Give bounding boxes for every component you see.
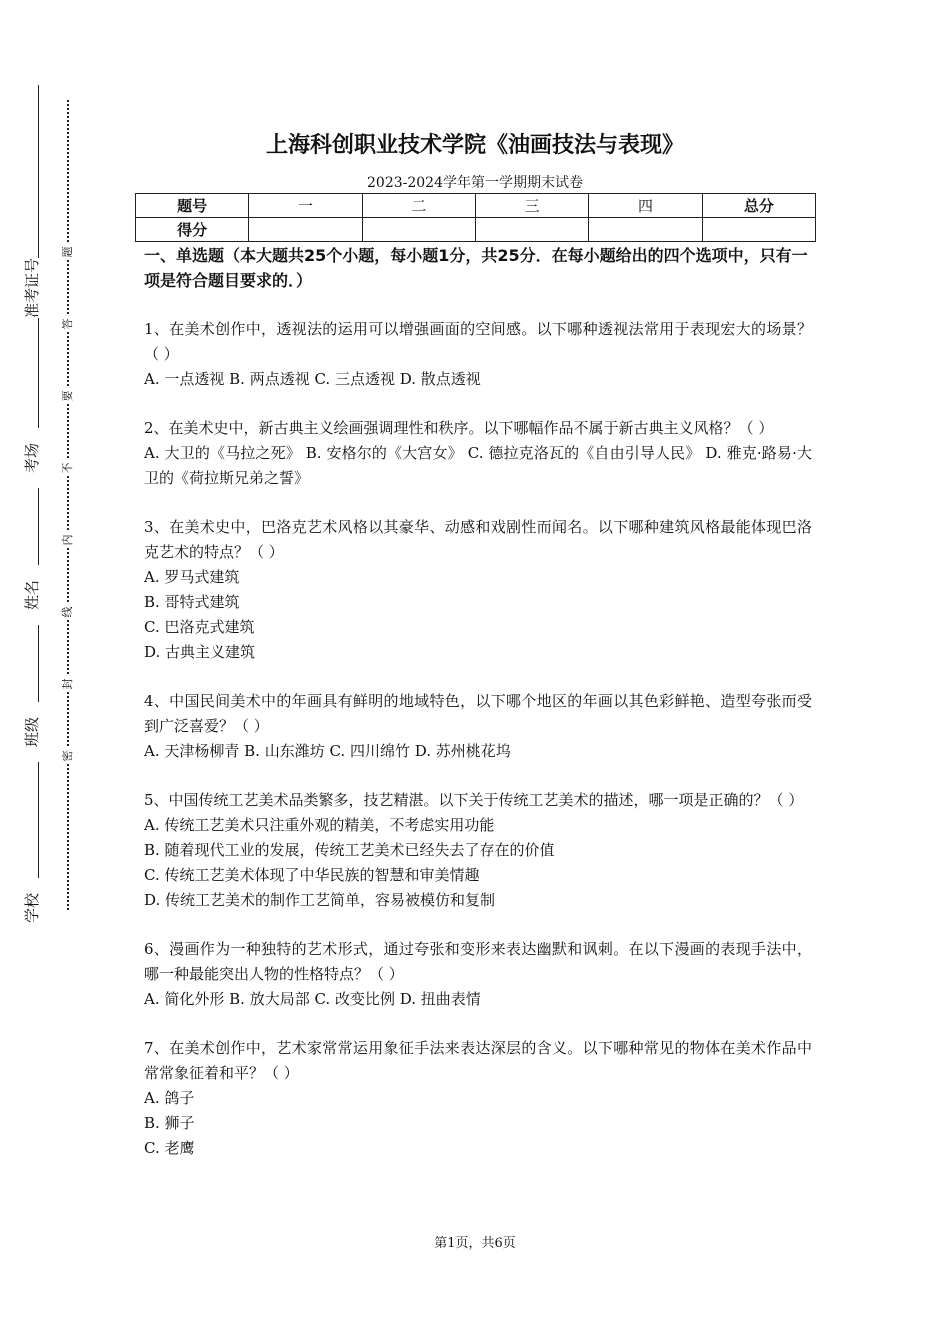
question-text: 6、漫画作为一种独特的艺术形式，通过夸张和变形来表达幽默和讽刺。在以下漫画的表现手法中，哪一种最能突出人物的性格特点？（ ） [144,940,812,983]
option-d: D. 传统工艺美术的制作工艺简单，容易被模仿和复制 [144,891,496,909]
question-5 [144,788,812,913]
score-input-cell[interactable] [589,218,702,242]
exam-room-label: 考场 [22,428,42,488]
table-cell: 得分 [136,218,249,242]
table-cell: 题号 [136,194,249,218]
question-options: A. 一点透视 B. 两点透视 C. 三点透视 D. 散点透视 [144,370,481,388]
question-options: A. 大卫的《马拉之死》 B. 安格尔的《大宫女》 C. 德拉克洛瓦的《自由引导人民》 D. 雅克·路易·大卫的《荷拉斯兄弟之誓》 [144,444,812,487]
option-a: A. 罗马式建筑 [144,568,240,586]
question-2 [144,416,812,491]
exam-subtitle: 2023-2024学年第一学期期末试卷 [367,175,583,191]
seal-dotted-line [67,100,69,910]
score-input-cell[interactable] [475,218,588,242]
exam-number-label: 准考证号 [23,257,41,318]
binding-line [38,85,39,920]
score-input-cell[interactable] [702,218,815,242]
class-label: 班级 [22,702,42,762]
score-input-cell[interactable] [249,218,362,242]
seal-char: 封 [61,676,75,692]
seal-char: 线 [61,604,75,620]
option-d: D. 古典主义建筑 [144,643,256,661]
table-cell: 三 [475,194,588,218]
question-text: 7、在美术创作中，艺术家常常运用象征手法来表达深层的含义。以下哪种常见的物体在美术作品中常常象征着和平？（ ） [144,1039,812,1082]
score-table-score-row [136,218,816,242]
score-table-header-row [136,194,816,218]
question-6 [144,937,812,1012]
option-b: B. 哥特式建筑 [144,593,240,611]
question-options: A. 简化外形 B. 放大局部 C. 改变比例 D. 扭曲表情 [144,990,481,1008]
table-cell: 一 [249,194,362,218]
question-7 [144,1036,812,1161]
table-cell: 二 [362,194,475,218]
exam-content [144,243,812,1161]
question-text: 1、在美术创作中，透视法的运用可以增强画面的空间感。以下哪种透视法常用于表现宏大的场景？（ ） [144,320,812,363]
seal-char: 答 [61,316,75,332]
question-1 [144,317,812,392]
option-c: C. 老鹰 [144,1139,195,1157]
score-table [135,193,816,242]
section-heading: 一、单选题（本大题共25个小题，每小题1分，共25分．在每小题给出的四个选项中，只有一项是符合题目要求的．） [144,246,808,290]
page-footer: 第1页，共6页 [434,1236,516,1251]
seal-char: 密 [61,748,75,764]
question-4 [144,689,812,764]
name-label: 姓名 [22,565,42,625]
question-text: 3、在美术史中，巴洛克艺术风格以其豪华、动感和戏剧性而闻名。以下哪种建筑风格最能体现巴洛克艺术的特点？（ ） [144,518,812,561]
table-cell: 总分 [702,194,815,218]
seal-char: 题 [61,244,75,260]
score-input-cell[interactable] [362,218,475,242]
seal-char: 要 [61,388,75,404]
question-text: 2、在美术史中，新古典主义绘画强调理性和秩序。以下哪幅作品不属于新古典主义风格？（ ） [144,419,774,437]
question-text: 5、中国传统工艺美术品类繁多，技艺精湛。以下关于传统工艺美术的描述，哪一项是正确的？（ ） [144,791,804,809]
option-b: B. 随着现代工业的发展，传统工艺美术已经失去了存在的价值 [144,841,555,859]
seal-char: 不 [61,460,75,476]
school-label: 学校 [22,878,42,938]
option-c: C. 传统工艺美术体现了中华民族的智慧和审美情趣 [144,866,480,884]
option-a: A. 鸽子 [144,1089,195,1107]
seal-char: 内 [61,532,75,548]
table-cell: 四 [589,194,702,218]
question-options: A. 天津杨柳青 B. 山东潍坊 C. 四川绵竹 D. 苏州桃花坞 [144,742,511,760]
question-3 [144,515,812,665]
option-b: B. 狮子 [144,1114,195,1132]
question-text: 4、中国民间美术中的年画具有鲜明的地域特色，以下哪个地区的年画以其色彩鲜艳、造型夸张而受到广泛喜爱？（ ） [144,692,812,735]
exam-title: 上海科创职业技术学院《油画技法与表现》 [265,133,684,158]
option-a: A. 传统工艺美术只注重外观的精美，不考虑实用功能 [144,816,495,834]
option-c: C. 巴洛克式建筑 [144,618,255,636]
